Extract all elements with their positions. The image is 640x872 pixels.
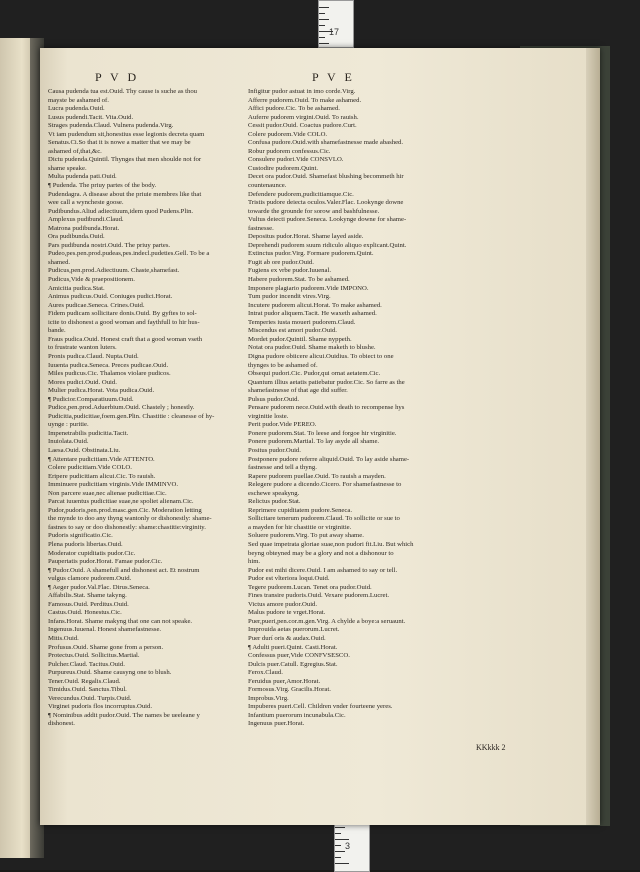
entry-line: Non parcere suae,nec alienae pudicitiae.Cic. [48,489,167,497]
entry-line: Protectus.Ouid. Sollicitus.Martial. [48,652,140,660]
entry-line: Colere pudorem.Vide COLO. [248,130,328,138]
entry-line: Tener.Ouid. Regalis.Claud. [48,677,121,685]
entry-line: Temperies iusta moueri pudorem.Claud. [248,318,356,326]
entry-line: Sed quae impetrata gloriae suae,non pudori fit.Liu. But which [248,540,414,548]
entry-line: Pudicus,pen.prod.Adiectiuum. Chaste,shamefast. [48,267,180,275]
entry-line: Pudicitia,pudicitiae,foem.gen.Plin. Chastitie : cleanesse of hy- [48,412,215,420]
entry-line: beyng obteyned may be a glory and not a dishonour to [248,549,394,557]
entry-line: Affici pudore.Cic. To be ashamed. [248,105,340,113]
entry-line: Causa pudenda tua est.Ouid. Thy cause is suche as thou [48,88,198,95]
entry-line: Strages pudenda.Claud. Vulnera pudenda.Virg. [48,122,174,130]
entry-line: Mitis.Ouid. [48,635,79,642]
entry-line: Notat ora pudor.Ouid. Shame maketh to blushe. [248,344,376,352]
entry-line: eschewe speakyng. [248,489,300,497]
entry-line: Moderator cupiditatis pudor.Cic. [48,549,136,557]
entry-line: ashamed of,that,&c. [48,147,102,155]
entry-line: Auferre pudorem virgini.Ouid. To rauish. [248,113,359,121]
entry-line: Castus.Ouid. Honestus.Cic. [48,609,122,617]
entry-line: Malus pudore te vrget.Horat. [248,609,326,617]
entry-line: Afferre pudorem.Ouid. To make ashamed. [248,96,362,104]
entry-line: shamed. [48,258,71,266]
entry-line: Positus pudor.Ouid. [248,446,301,454]
entry-line: Miles pudicus.Cic. Thalamos violare pudicos. [48,370,171,378]
ruler-top-label: 17 [329,27,340,37]
entry-line: Fraus pudica.Ouid. Honest craft that a good woman vseth [48,335,203,343]
entry-line: Sollicitare tenerum pudorem.Claud. To sollicite or sue to [248,515,400,523]
entry-line: wee call a wyncheste goose. [48,199,124,207]
entry-line: Vt iam pudendum sit,honestius esse legionis decreta quam [48,130,205,138]
entry-line: Animus pudicus.Ouid. Coniuges pudici.Horat. [48,293,173,301]
entry-line: Soluere pudorem.Virg. To put away shame. [248,532,364,540]
entry-line: ¶ Aeger pudor.Val.Flac. Dirus.Seneca. [48,583,150,591]
entry-line: Rapere pudorem puellae.Ouid. To rauish a mayden. [248,472,386,480]
entry-line: Deprehendi pudorem suum ridiculo aliquo explicant.Quint. [248,241,407,249]
entry-line: Laesa.Ouid. Obstinata.Liu. [48,446,121,454]
right-column [248,88,513,729]
entry-line: Ingenuus.Iuuenal. Honest shamefastnesse. [48,626,162,634]
scale-ruler-top [318,0,354,48]
entry-line: Dulcis puer.Catull. Egregius.Stat. [248,660,338,668]
entry-line: Puer durí oris & audax.Ouid. [248,635,326,642]
entry-line: Incutere pudorem alicui.Horat. To make ashamed. [248,301,382,309]
entry-line: Pudendagra. A disease about the priuie membres like that [48,190,202,198]
entry-line: vulgus clamore pudorem.Ouid. [48,575,132,583]
entry-line: shamefastnesse of that age did suffer. [248,387,348,395]
entry-line: ¶ Pudicior.Comparatiuum.Ouid. [48,395,134,403]
entry-line: fastnesse. [248,224,274,232]
entry-line: Pars pudibunda nostri.Ouid. The priuy partes. [48,241,171,249]
entry-line: Reprimere cupiditatem pudore.Seneca. [248,506,352,514]
ruler-bottom-label: 3 [345,841,351,851]
entry-line: Inuiolata.Ouid. [48,438,89,446]
entry-line: Imminuere pudicitiam virginis.Vide IMMINVO. [48,481,179,489]
entry-line: Cessit pudor.Ouid. Coactus pudore.Curt. [248,122,357,130]
entry-line: Habere pudorem.Stat. To be ashamed. [248,276,350,284]
entry-line: Pudor est vlteriora loqui.Ouid. [248,575,330,583]
entry-line: Robur pudorem confessus.Cic. [248,147,331,155]
entry-line: Pudice,pen.prod.Aduerbium.Ouid. Chastely ; honestly. [48,404,195,412]
entry-line: Miscendus est amori pudor.Ouid. [248,327,337,335]
entry-line: Pudor,pudoris,pen.prod.masc.gen.Cic. Moderation letting [48,506,202,514]
entry-line: Relegere pudore a dicendo.Cicero. For shamefastnesse to [248,481,402,489]
entry-line: Purpureus.Ouid. Shame causyng one to blush. [48,669,172,677]
entry-line: mayste be ashamed of. [48,96,109,104]
entry-line: towarde the grounde for sorow and bashfulnesse. [248,207,380,215]
entry-line: ¶ Pudor.Ouid. A shamefull and dishonest act. Et nostrum [48,566,200,574]
entry-line: Plena pudoris libertas.Ouid. [48,540,123,548]
entry-line: bande. [48,327,66,335]
entry-line: Famosus.Ouid. Perditus.Ouid. [48,600,129,608]
entry-line: Consulere pudori.Vide CONSVLO. [248,156,344,164]
entry-line: Pronis pudica.Claud. Nupta.Ouid. [48,352,139,360]
entry-line: Victus amore pudor.Ouid. [248,600,318,608]
entry-line: Tum pudor incendit vires.Virg. [248,293,331,301]
entry-line: Improuida aetas puerorum.Lucret. [248,626,340,634]
entry-line: Mulier pudica.Horat. Vota pudica.Ouid. [48,387,155,395]
entry-line: Pudibundus.Aliud adiectiuum,idem quod Pudens.Plin. [48,207,194,215]
entry-line: ¶ Attentare pudicitiam.Vide ATTENTO. [48,455,155,463]
entry-line: Profusus.Ouid. Shame gone from a person. [48,643,164,651]
entry-line: Timidus.Ouid. Sanctus.Tibul. [48,686,127,694]
entry-line: Pulsus pudor.Ouid. [248,395,300,403]
entry-line: Quantum illius aetatis patiebatur pudor.Cic. So farre as the [248,378,405,386]
entry-line: Affabilis.Stat. Shame takyng. [48,592,127,600]
entry-line: Impenetrabilis pudicitia.Tacit. [48,429,129,437]
entry-line: Parcat iuuentus pudicitiae suae,ne spoliet alienam.Cic. [48,498,194,506]
entry-line: Pudor est mihi dicere.Ouid. I am ashamed to say or tell. [248,566,398,574]
entry-line: to frustrate wanton luters. [48,344,117,352]
entry-line: ¶ Pudenda. The priuy partes of the body. [48,182,157,190]
entry-line: Aures pudicae.Seneca. Crines.Ouid. [48,301,145,309]
entry-line: Relictus pudor.Stat. [248,498,301,506]
entry-line: uynge : puritie. [48,421,89,429]
entry-line: virginitie loste. [248,412,289,420]
entry-line: Infans.Horat. Shame makyng that one can not speake. [48,617,193,625]
entry-line: Verecundus.Ouid. Turpis.Ouid. [48,694,132,702]
entry-line: a mayden for hir chastitie or virginitie. [248,523,352,531]
entry-line: Ponere pudorem.Martial. To lay asyde all shame. [248,438,380,446]
entry-line: Obsequi pudori.Cic. Pudor,qui ornat aetatem.Cic. [248,370,381,378]
entry-line: Iuuenta pudica.Seneca. Preces pudicae.Ouid. [48,361,169,369]
entry-line: dishonest. [48,720,75,728]
entry-line: Pulcher.Claud. Tacitus.Ouid. [48,660,125,668]
entry-line: Infigitur pudor astuat in imo corde.Virg. [248,88,356,95]
entry-line: Formosus.Virg. Gracilis.Horat. [248,686,331,694]
entry-line: fastnesse and tell a thyng. [248,464,317,472]
entry-line: Fines transire pudoris.Ouid. Vexare pudorem.Lucret. [248,592,390,600]
entry-line: Extinctus pudor.Virg. Formare pudorem.Quint. [248,250,374,258]
entry-line: Improbus.Virg. [248,694,289,702]
entry-line: Virginei pudoris flos incorruptus.Ouid. [48,703,153,711]
entry-line: Custodire pudorem.Quint. [248,164,319,172]
entry-line: Dictu pudenda.Quintil. Thynges that men shoulde not for [48,156,202,164]
entry-line: Ferox.Claud. [248,669,283,677]
entry-line: Mordet pudor.Quintil. Shame nyppeth. [248,335,352,343]
entry-line: Matrona pudibunda.Horat. [48,224,120,232]
running-header-left: P V D [95,70,140,84]
entry-line: Fugiens ex vrbe pudor.Iuuenal. [248,267,332,275]
entry-line: the mynde to doo any thyng wantonly or dishonestly: shame- [48,515,212,523]
entry-line: him. [248,558,261,566]
entry-line: Lucra pudenda.Ouid. [48,105,105,113]
entry-line: Pensare pudorem nece.Ouid.with death to recompense hys [248,404,405,412]
entry-line: Multa pudenda pati.Ouid. [48,173,117,181]
entry-line: Mores pudici.Ouid. Ouid. [48,378,117,386]
entry-line: Puer,pueri,pen.cor.m.gen.Virg. A chylde a boye:a seruaunt. [248,617,406,625]
entry-line: Imponere plagiario pudorem.Vide IMPONO. [248,284,369,292]
entry-line: Ingenuus puer.Horat. [248,720,305,728]
entry-line: Infantium puerorum incunabula.Cic. [248,711,346,719]
entry-line: Fugit ab ore pudor.Ouid. [248,258,314,266]
entry-line: Pudicus,Vide & praepositionem. [48,276,135,284]
entry-line: fastnes to say or doo dishonestly: shame:chastitie:virginity. [48,523,206,531]
entry-line: thynges to be ashamed of. [248,361,318,369]
entry-line: shame speake. [48,164,87,172]
entry-line: ¶ Adulti pueri.Quint. Casti.Horat. [248,643,338,651]
scale-ruler-bottom [334,820,370,872]
entry-line: Colere pudicitiam.Vide COLO. [48,464,132,472]
entry-line: Decet ora pudor.Ouid. Shamefast blushing becommeth hir [248,173,404,181]
entry-line: Perit pudor.Vide PEREO. [248,421,317,429]
entry-line: Ora pudibunda.Ouid. [48,233,105,241]
left-column [48,88,243,729]
entry-line: Tegere pudorem.Lucan. Tenet ora pudor.Ouid. [248,583,372,591]
entry-line: Pudeo,pes.pen.prod.pudeas,pes.indecl.pudeties.Gell. To be a [48,250,210,258]
entry-line: Impuberes pueri.Cell. Children vnder fourteene yeres. [248,703,393,711]
entry-line: countenaunce. [248,182,287,190]
entry-line: Fidem pudicam sollicitare donis.Ouid. By gyftes to sol- [48,310,197,318]
entry-line: Vultus deiecti pudore.Seneca. Lookynge downe for shame- [248,216,407,224]
entry-line: ¶ Nominibus addit pudor.Ouid. The names be ueeleane y [48,711,200,719]
signature-mark: KKkkk 2 [476,743,506,752]
entry-line: icite to dishonest a good woman and faythfull to hir hus- [48,318,200,326]
entry-line: Postponere pudore referre aliquid.Ouid. To lay aside shame- [248,455,410,463]
entry-line: Senatus.Ci.So that it is nowe a matter that we may be [48,139,191,147]
entry-line: Depositus pudor.Horat. Shame layed aside. [248,233,364,241]
running-header-right: P V E [312,70,355,84]
entry-line: Defendere pudorem,pudicitiamque.Cic. [248,190,354,198]
entry-line: Digna pudore obiicere alicui.Ouidius. To obiect to one [248,352,394,360]
entry-line: Eripere pudicitiam alicui.Cic. To rauish. [48,472,156,480]
entry-line: Paupertatis pudor.Horat. Famae pudor.Cic. [48,558,163,566]
entry-line: Amicitia pudica.Stat. [48,284,105,292]
entry-line: Pudoris significatio.Cic. [48,532,113,540]
entry-line: Confusa pudore.Ouid.with shamefastnesse made abashed. [248,139,404,147]
entry-line: Amplexus pudibundi.Claud. [48,216,124,224]
entry-line: Tristis pudore deiecta oculos.Valer.Flac. Lookynge downe [248,199,404,207]
entry-line: Confessus puer,Vide CONFVSESCO. [248,652,350,660]
entry-line: Feruidus puer,Amor.Horat. [248,677,321,685]
page-edge [586,48,600,825]
entry-line: Ponere pudorem.Stat. To leese and forgoe hir virginitie. [248,429,397,437]
entry-line: Lusus pudendi.Tacit. Vita.Ouid. [48,113,134,121]
entry-line: Intrat pudor aliquem.Tacit. He waxeth ashamed. [248,310,377,318]
